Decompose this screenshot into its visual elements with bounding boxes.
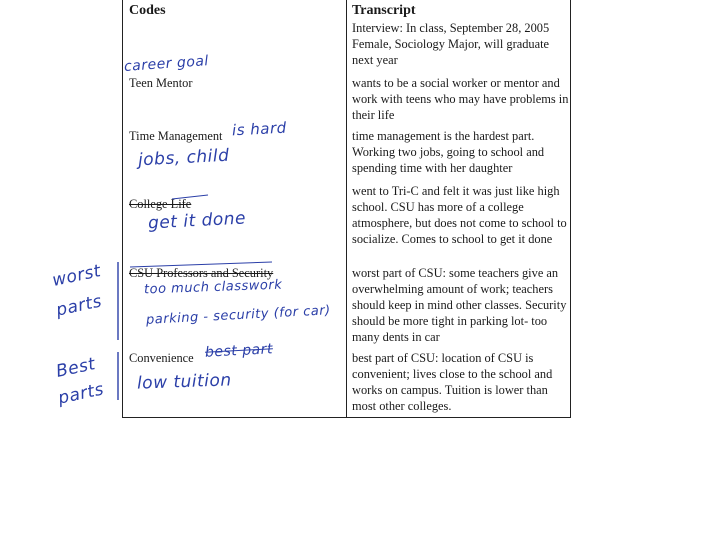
- transcript-line: works on campus. Tuition is lower than: [352, 383, 548, 397]
- transcript-line: many dents in car: [352, 330, 440, 344]
- handwritten-note: career goal: [123, 53, 210, 75]
- code-label: CSU Professors and Security: [129, 266, 274, 280]
- transcript-line: their life: [352, 108, 395, 122]
- transcript-line: overwhelming amount of work; teachers: [352, 282, 553, 296]
- strike-mark: [130, 262, 272, 267]
- transcript-line: work with teens who may have problems in: [352, 92, 569, 106]
- transcript-line: should be more tight in parking lot- too: [352, 314, 548, 328]
- handwritten-note: jobs, child: [137, 145, 230, 171]
- transcript-header: Transcript: [352, 3, 416, 18]
- transcript-line: best part of CSU: location of CSU is: [352, 351, 534, 365]
- handwritten-margin-note: worst: [50, 261, 103, 291]
- transcript-line: school. CSU has more of a college: [352, 200, 524, 214]
- code-label: Teen Mentor: [129, 76, 193, 90]
- handwritten-margin-note: Best: [54, 354, 98, 382]
- transcript-line: spending time with her daughter: [352, 161, 513, 175]
- code-label: Time Management: [129, 129, 223, 143]
- handwritten-note: low tuition: [136, 370, 232, 394]
- intro-line: next year: [352, 53, 398, 67]
- transcript-line: time management is the hardest part.: [352, 129, 535, 143]
- intro-line: Female, Sociology Major, will graduate: [352, 37, 550, 51]
- transcript-line: should keep in mind other classes. Security: [352, 298, 567, 312]
- transcript-line: wants to be a social worker or mentor and: [352, 76, 560, 90]
- transcript-line: worst part of CSU: some teachers give an: [352, 266, 559, 280]
- handwritten-margin-note: parts: [54, 291, 104, 321]
- transcript-line: most other colleges.: [352, 399, 452, 413]
- handwritten-margin-note: parts: [56, 379, 106, 409]
- transcript-line: Working two jobs, going to school and: [352, 145, 545, 159]
- transcript-line: socialize. Comes to school to get it done: [352, 232, 553, 246]
- handwritten-note: parking - security (for car): [145, 303, 332, 328]
- transcript-line: convenient; lives close to the school and: [352, 367, 553, 381]
- code-label: College Life: [129, 197, 192, 211]
- handwritten-note: is hard: [231, 118, 288, 140]
- handwritten-note: too much classwork: [143, 277, 283, 298]
- strike-mark: [172, 195, 208, 199]
- handwritten-note: get it done: [147, 208, 247, 234]
- intro-line: Interview: In class, September 28, 2005: [352, 21, 550, 35]
- code-label: Convenience: [129, 351, 194, 365]
- transcript-line: went to Tri-C and felt it was just like high: [352, 184, 560, 198]
- transcript-line: atmosphere, but does not come to school to: [352, 216, 567, 230]
- handwritten-note: best part: [204, 341, 274, 361]
- codes-header: Codes: [129, 3, 166, 18]
